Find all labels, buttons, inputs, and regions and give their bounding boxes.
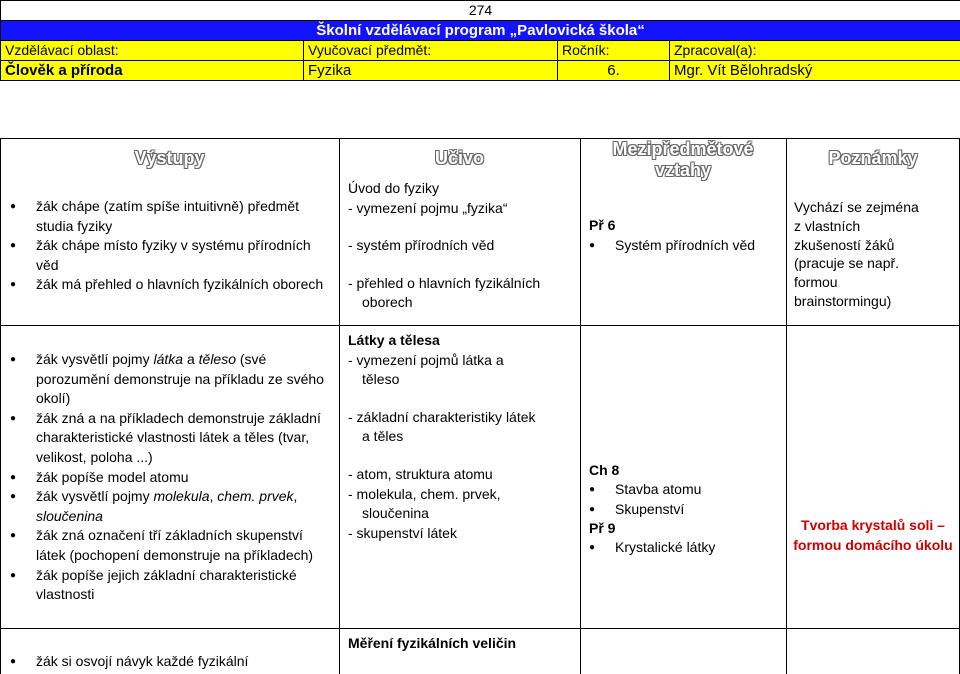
row1-separator	[0, 325, 960, 326]
grade-label: Ročník:	[558, 41, 670, 61]
row1-notes	[794, 198, 956, 311]
grid-col-2	[339, 138, 340, 674]
note-line: formou	[794, 274, 838, 291]
row1-content-item: oborech	[362, 294, 413, 311]
grid-top-line	[0, 138, 960, 139]
row2-content-item: - skupenství látek	[348, 524, 457, 541]
row1-cross-list	[589, 236, 784, 256]
row2-cross-code-1: Ch 8	[589, 462, 620, 478]
row2-content-item: - atom, struktura atomu	[348, 465, 493, 482]
row3-content-title: Měření fyzikálních veličin	[348, 635, 517, 651]
grid-col-4	[786, 138, 787, 674]
row2-content-title: Látky a tělesa	[348, 332, 440, 348]
list-item: ● žák popíše model atomu	[10, 468, 330, 488]
row2-cross	[589, 461, 784, 481]
note-line: z vlastních	[794, 217, 861, 234]
row1-content-title: Úvod do fyziky	[348, 180, 440, 196]
author-value: Mgr. Vít Bělohradský	[670, 61, 960, 81]
list-item: ● žák popíše jejich základní charakteristické vlastnosti	[10, 566, 330, 605]
area-value: Člověk a příroda	[1, 61, 304, 81]
row2-outputs-list	[10, 350, 330, 605]
row3-content	[348, 634, 578, 654]
row1-content-item: - systém přírodních věd	[348, 237, 495, 254]
list-item: ● žák zná označení tří základních skupenství látek (pochopení demonstruje na příkladech)	[10, 526, 330, 565]
row2-content-item: - molekula, chem. prvek,	[348, 485, 501, 502]
note-line: brainstormingu)	[794, 292, 892, 309]
page-number: 274	[1, 1, 960, 21]
grade-value: 6.	[558, 61, 670, 81]
list-item: ● Stavba atomu	[589, 480, 784, 500]
row3-outputs-list	[10, 652, 330, 672]
outputs-header: Výstupy	[134, 148, 205, 168]
row2-notes-highlight: Tvorba krystalů soli – formou domácího úkolu	[793, 517, 953, 553]
row1-cross-code: Př 6	[589, 217, 616, 233]
note-line: (pracuje se např.	[794, 255, 900, 272]
row1-cross	[589, 216, 784, 236]
row2-cross-list-2	[589, 538, 784, 558]
list-item: ● Krystalické látky	[589, 538, 784, 558]
row2-content-item: - vymezení pojmů látka a	[348, 351, 504, 368]
content-header: Učivo	[434, 148, 485, 168]
row1-outputs-list	[10, 197, 330, 295]
notes-header: Poznámky	[828, 148, 918, 168]
row2-content-item: těleso	[362, 371, 400, 388]
note-line: zkušeností žáků	[794, 236, 895, 253]
row1-content	[348, 179, 578, 313]
list-item: ● žák zná a na příkladech demonstruje základní charakteristické vlastnosti látek a těles (tvar, velikost, poloha ...)	[10, 409, 330, 468]
row2-cross-list-1	[589, 480, 784, 519]
list-item: ● žák si osvojí návyk každé fyzikální	[10, 652, 330, 672]
row2-cross-b	[589, 519, 784, 539]
list-item: ● žák vysvětlí pojmy látka a těleso (své porozumění demonstruje na příkladu ze svého okolí)	[10, 350, 330, 409]
author-label: Zpracoval(a):	[670, 41, 960, 61]
grid-col-left	[0, 138, 1, 674]
row2-content-item: sloučenina	[362, 505, 429, 522]
crosscurricular-header-line2: vztahy	[654, 160, 712, 180]
grid-col-3	[580, 138, 581, 674]
list-item: ● žák vysvětlí pojmy molekula, chem. prvek, sloučenina	[10, 487, 330, 526]
crosscurricular-header-line1: Mezipředmětové	[612, 139, 754, 159]
header-table	[0, 0, 960, 81]
list-item: ● žák chápe (zatím spíše intuitivně) předmět studia fyziky	[10, 197, 330, 236]
row2-content-item: - základní charakteristiky látek	[348, 408, 536, 425]
row2-content	[348, 331, 578, 543]
list-item: ● žák má přehled o hlavních fyzikálních oborech	[10, 275, 330, 295]
row1-content-item: - vymezení pojmu „fyzika“	[348, 199, 508, 216]
note-line: Vychází se zejména	[794, 199, 919, 215]
row2-content-item: a těles	[362, 428, 404, 445]
list-item: ● žák chápe místo fyziky v systému přírodních věd	[10, 236, 330, 275]
subject-label: Vyučovací předmět:	[304, 41, 558, 61]
program-title: Školní vzdělávací program „Pavlovická škola“	[1, 21, 960, 41]
list-item: ● Skupenství	[589, 500, 784, 520]
row1-content-item: - přehled o hlavních fyzikálních	[348, 274, 541, 291]
row2-separator	[0, 628, 960, 629]
row2-cross-code-2: Př 9	[589, 520, 616, 536]
subject-value: Fyzika	[304, 61, 558, 81]
area-label: Vzdělávací oblast:	[1, 41, 304, 61]
list-item: ● Systém přírodních věd	[589, 236, 784, 256]
